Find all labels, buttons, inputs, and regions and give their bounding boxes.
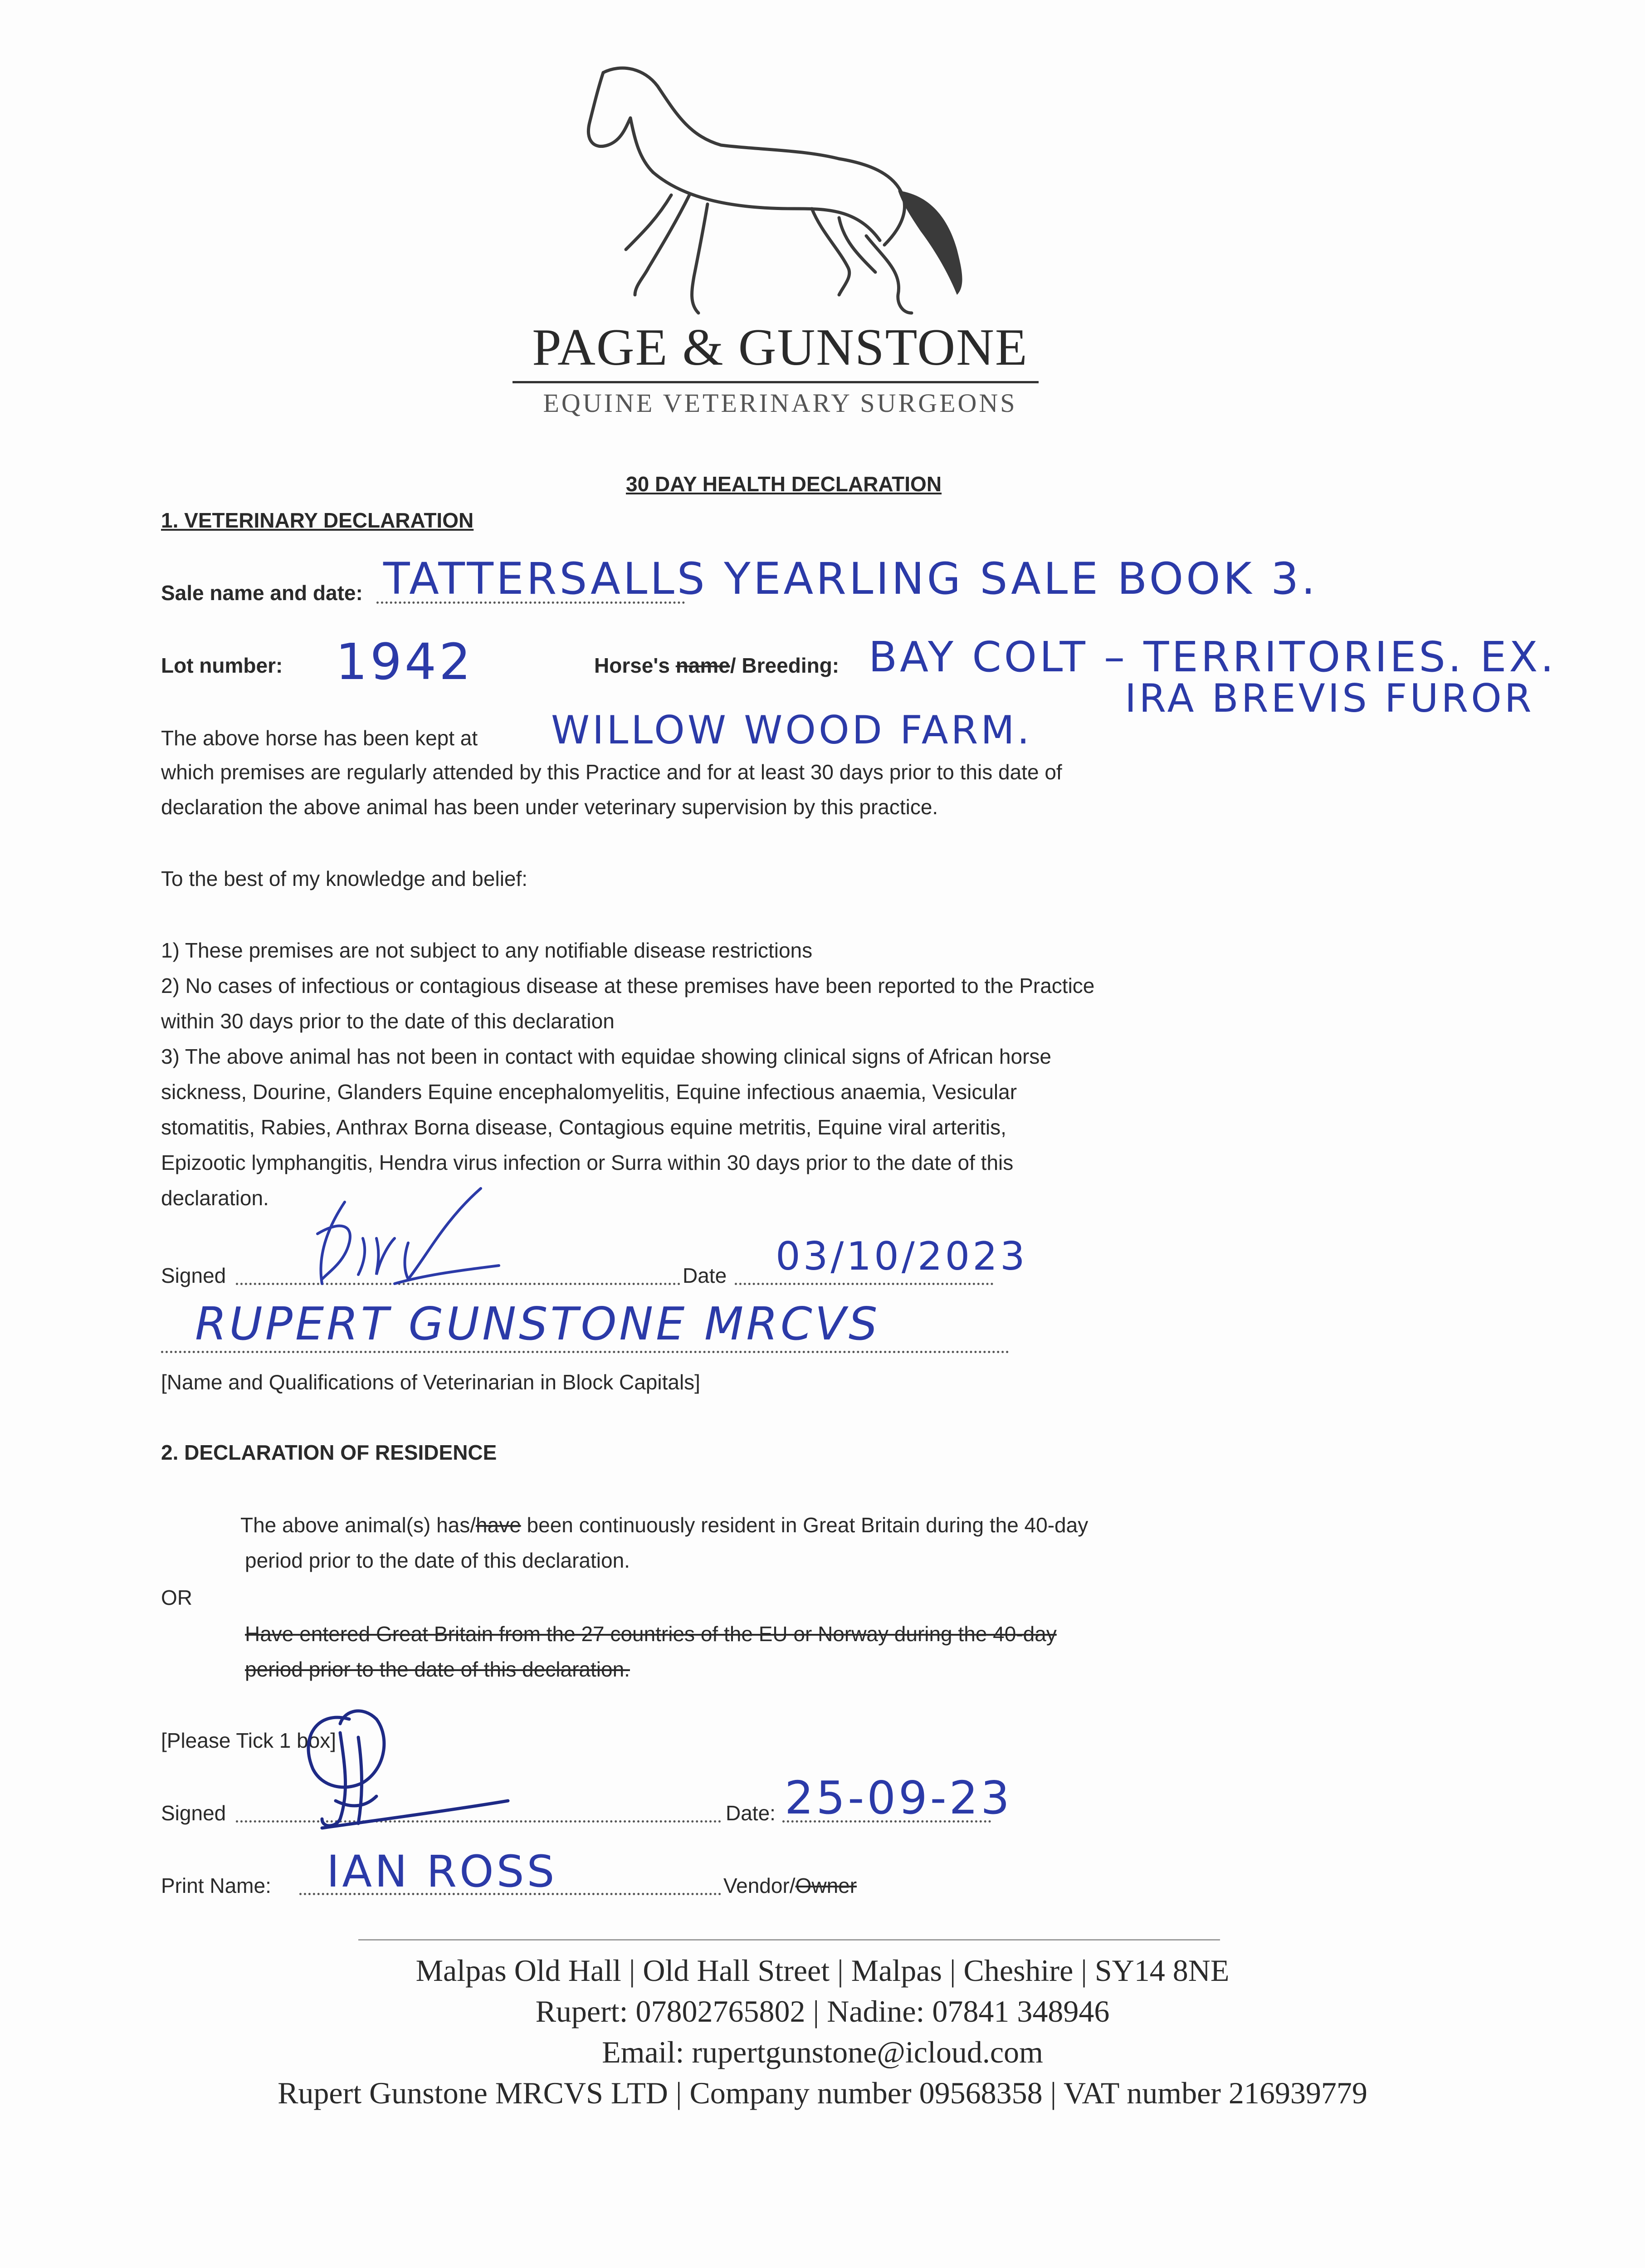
horse-value-line1[interactable]: BAY COLT – TERRITORIES. EX. [869, 633, 1557, 681]
item2-line2: within 30 days prior to the date of this declaration [161, 1009, 615, 1033]
lot-label: Lot number: [161, 654, 283, 677]
brand-name: PAGE & GUNSTONE [532, 318, 1028, 376]
item3-line4: Epizootic lymphangitis, Hendra virus infection or Surra within 30 days prior to the date of this [161, 1151, 1014, 1174]
vet-date-label: Date [683, 1264, 727, 1287]
para1-line2: declaration the above animal has been under veterinary supervision by this practice. [161, 795, 938, 819]
vendor-date-value[interactable]: 25-09-23 [785, 1771, 1012, 1824]
section2-heading: 2. DECLARATION OF RESIDENCE [161, 1441, 497, 1464]
footer-phones: Rupert: 07802765802 | Nadine: 07841 348946 [535, 1994, 1110, 2028]
horse-label [594, 653, 839, 678]
footer-company: Rupert Gunstone MRCVS LTD | Company number 09568358 | VAT number 216939779 [278, 2076, 1367, 2110]
form-title: 30 DAY HEALTH DECLARATION [626, 472, 942, 496]
footer-divider [358, 1939, 1220, 1941]
item1: 1) These premises are not subject to any notifiable disease restrictions [161, 938, 813, 962]
vendor-signed-label: Signed [161, 1801, 226, 1825]
lot-value[interactable]: 1942 [336, 633, 473, 691]
kept-label: The above horse has been kept at [161, 726, 478, 750]
role-label [723, 1873, 857, 1898]
horse-label-prefix: Horse's [594, 654, 670, 677]
item3-line1: 3) The above animal has not been in contact with equidae showing clinical signs of African horse [161, 1045, 1051, 1068]
vet-signed-label: Signed [161, 1264, 226, 1287]
item2-line1: 2) No cases of infectious or contagious disease at these premises have been reported to the Practice [161, 974, 1095, 997]
kept-value[interactable]: WILLOW WOOD FARM. [551, 708, 1032, 753]
vet-signature-icon[interactable] [290, 1175, 526, 1293]
option1-prefix: The above animal(s) has/ [240, 1513, 476, 1537]
brand-divider [513, 381, 1039, 383]
horse-logo-icon [585, 59, 993, 322]
vendor-date-label: Date: [726, 1801, 776, 1825]
vet-date-line [735, 1283, 993, 1285]
option1-struck: have [476, 1513, 521, 1537]
horse-value-line2[interactable]: IRA BREVIS FUROR [1125, 676, 1534, 721]
option2-line2: period prior to the date of this declaration. [245, 1657, 630, 1681]
role-prefix: Vendor/ [723, 1874, 796, 1897]
sale-label: Sale name and date: [161, 581, 363, 605]
sale-value[interactable]: TATTERSALLS YEARLING SALE BOOK 3. [383, 553, 1318, 604]
option1-line1 [240, 1513, 1088, 1537]
section1-heading: 1. VETERINARY DECLARATION [161, 508, 474, 532]
vet-date-value[interactable]: 03/10/2023 [776, 1234, 1028, 1279]
item3-line2: sickness, Dourine, Glanders Equine encephalomyelitis, Equine infectious anaemia, Vesicular [161, 1080, 1017, 1104]
horse-label-struck: name [675, 654, 730, 677]
vet-name-caption: [Name and Qualifications of Veterinarian in Block Capitals] [161, 1370, 700, 1394]
or-label: OR [161, 1586, 192, 1609]
item3-line3: stomatitis, Rabies, Anthrax Borna disease, Contagious equine metritis, Equine viral arteritis, [161, 1115, 1006, 1139]
option1-suffix: been continuously resident in Great Britain during the 40-day [521, 1513, 1089, 1537]
vet-name-line [161, 1351, 1009, 1353]
option2-line1: Have entered Great Britain from the 27 countries of the EU or Norway during the 40-day [245, 1622, 1057, 1646]
tick-instruction: [Please Tick 1 box] [161, 1729, 337, 1752]
vendor-signature-icon[interactable] [272, 1692, 526, 1846]
belief-statement: To the best of my knowledge and belief: [161, 867, 528, 890]
item3-line5: declaration. [161, 1186, 269, 1210]
para1-line1: which premises are regularly attended by this Practice and for at least 30 days prior to this date of [161, 760, 1062, 784]
print-name-label: Print Name: [161, 1874, 271, 1897]
option1-line2: period prior to the date of this declaration. [245, 1549, 630, 1572]
role-struck: Owner [795, 1874, 857, 1897]
horse-label-suffix: / Breeding: [730, 654, 840, 677]
footer-email: Email: rupertgunstone@icloud.com [602, 2035, 1043, 2069]
brand-subtitle: EQUINE VETERINARY SURGEONS [543, 388, 1017, 418]
vet-name-value[interactable]: RUPERT GUNSTONE MRCVS [195, 1297, 880, 1350]
print-name-value[interactable]: IAN ROSS [327, 1846, 557, 1897]
footer-address: Malpas Old Hall | Old Hall Street | Malpas | Cheshire | SY14 8NE [415, 1953, 1230, 1988]
